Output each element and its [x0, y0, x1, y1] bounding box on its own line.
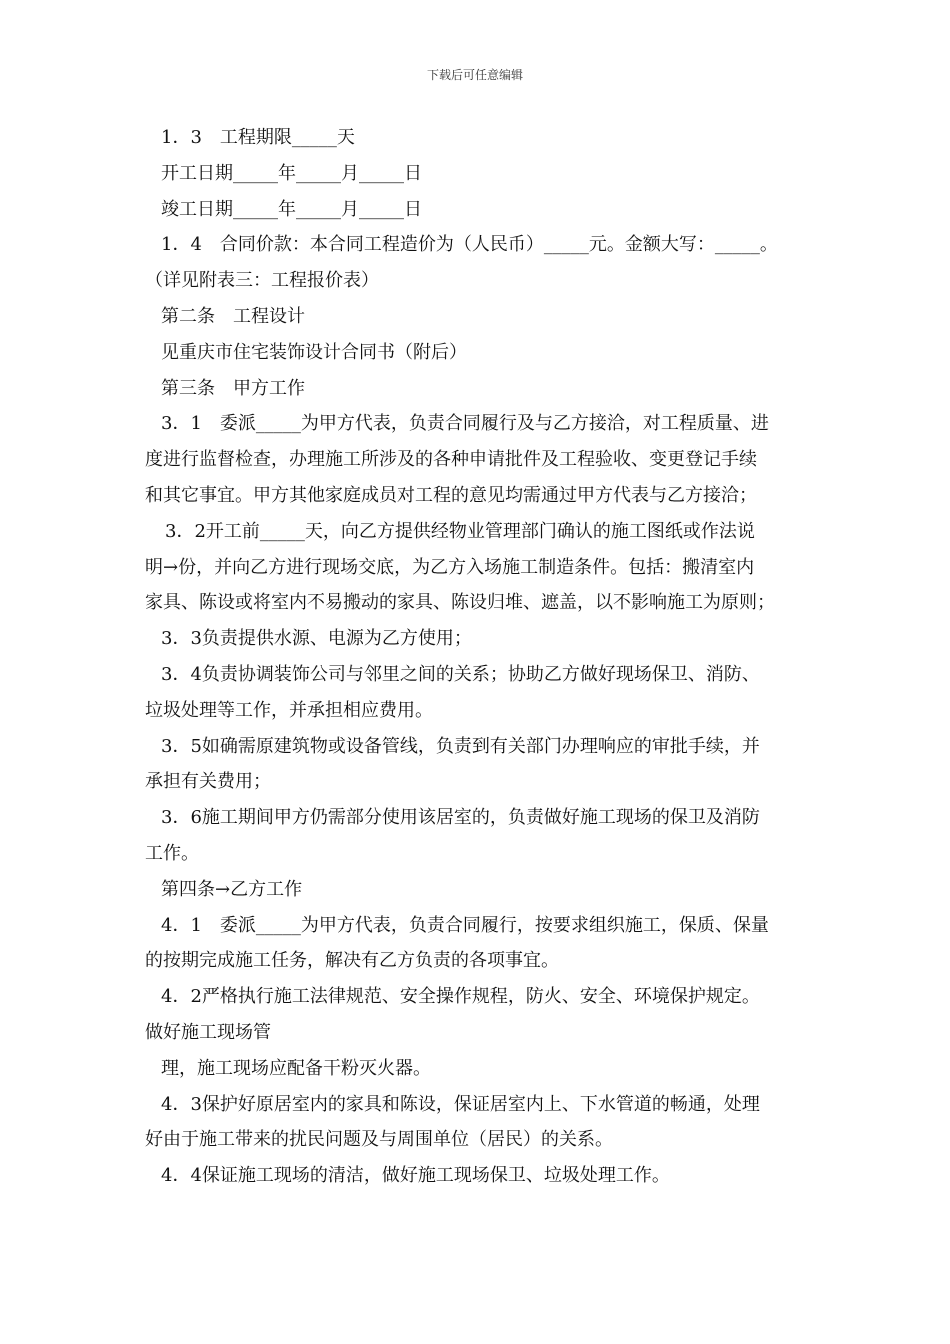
start-date-line: 开工日期_____年_____月_____日	[161, 162, 422, 184]
clause-1-3: 1．3 工程期限_____天	[161, 127, 355, 148]
clause-4-4: 4．4保证施工现场的清洁，做好施工现场保卫、垃圾处理工作。	[161, 1165, 670, 1187]
completion-date-line: 竣工日期_____年_____月_____日	[161, 198, 422, 220]
page-header: 下载后可任意编辑	[426, 68, 523, 82]
clause-3-2-line-1: 3．2开工前_____天，向乙方提供经物业管理部门确认的施工图纸或作法说	[165, 520, 755, 542]
clause-3-5-line-1: 3．5如确需原建筑物或设备管线，负责到有关部门办理响应的审批手续，并	[161, 735, 760, 757]
price-note: （详见附表三：工程报价表）	[145, 270, 379, 292]
clause-3-3: 3．3负责提供水源、电源为乙方使用；	[161, 628, 472, 650]
article-3-heading: 第三条 甲方工作	[161, 377, 305, 399]
clause-4-3-line-1: 4．3保护好原居室内的家具和陈设，保证居室内上、下水管道的畅通，处理	[161, 1093, 760, 1115]
clause-3-1-line-3: 和其它事宜。甲方其他家庭成员对工程的意见均需通过甲方代表与乙方接洽；	[145, 484, 757, 506]
clause-4-3-line-2: 好由于施工带来的扰民问题及与周围单位（居民）的关系。	[145, 1129, 613, 1151]
clause-4-2-line-2: 做好施工现场管	[145, 1021, 271, 1043]
clause-3-4-line-1: 3．4负责协调装饰公司与邻里之间的关系；协助乙方做好现场保卫、消防、	[161, 663, 760, 685]
clause-3-6-line-1: 3．6施工期间甲方仍需部分使用该居室的，负责做好施工现场的保卫及消防	[161, 807, 760, 829]
clause-4-1-line-1: 4．1 委派_____为甲方代表，负责合同履行，按要求组织施工，保质、保量	[161, 914, 769, 936]
clause-3-4-line-2: 垃圾处理等工作，并承担相应费用。	[145, 699, 433, 721]
clause-1-4: 1．4 合同价款：本合同工程造价为（人民币）_____元。金额大写：_____。	[161, 234, 778, 256]
clause-4-2-line-1: 4．2严格执行施工法律规范、安全操作规程，防火、安全、环境保护规定。	[161, 986, 760, 1008]
clause-4-1-line-2: 的按期完成施工任务，解决有乙方负责的各项事宜。	[145, 950, 559, 972]
clause-3-2-line-2: 明→份，并向乙方进行现场交底，为乙方入场施工制造条件。包括：搬清室内	[145, 556, 755, 578]
article-2-body: 见重庆市住宅装饰设计合同书（附后）	[161, 341, 467, 363]
document-body	[145, 120, 810, 1194]
clause-4-2-line-3: 理，施工现场应配备干粉灭火器。	[161, 1057, 431, 1079]
article-4-heading: 第四条→乙方工作	[161, 878, 303, 900]
clause-3-1-line-2: 度进行监督检查，办理施工所涉及的各种申请批件及工程验收、变更登记手续	[145, 449, 757, 471]
article-2-heading: 第二条 工程设计	[161, 305, 305, 327]
clause-3-1-line-1: 3．1 委派_____为甲方代表，负责合同履行及与乙方接洽，对工程质量、进	[161, 413, 769, 435]
clause-3-5-line-2: 承担有关费用；	[145, 771, 271, 793]
clause-3-6-line-2: 工作。	[145, 842, 199, 864]
clause-3-2-line-3: 家具、陈设或将室内不易搬动的家具、陈设归堆、遮盖，以不影响施工为原则；	[145, 592, 775, 614]
